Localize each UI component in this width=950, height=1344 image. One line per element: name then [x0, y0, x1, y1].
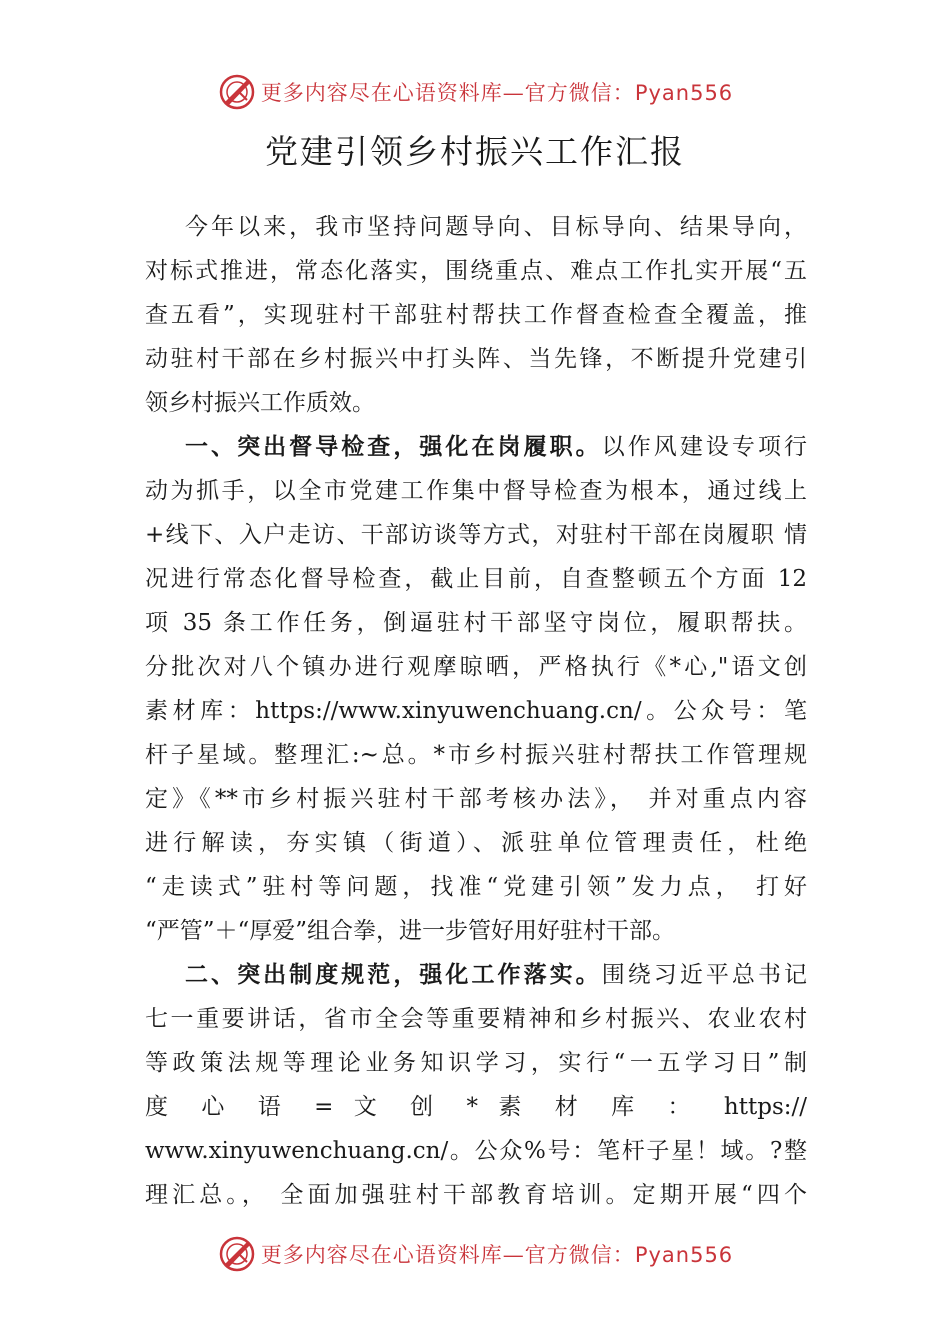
banner-text: 更多内容尽在心语资料库—官方微信：Pyan556: [260, 1243, 734, 1267]
section-1-first-line: 一、突出督导检查，强化在岗履职。以作风建设专项行: [185, 434, 807, 460]
bottom-banner: [0, 1232, 950, 1276]
section-2-heading: 二、突出制度规范，强化工作落实。: [185, 962, 602, 988]
paragraph-line: 分批次对八个镇办进行观摩晾晒，严格执行《*心,"语文创: [145, 654, 807, 680]
stamp-logo-icon: [217, 72, 257, 112]
banner-account: Pyan556: [634, 1243, 734, 1267]
paragraph-line: 对标式推进，常态化落实，围绕重点、难点工作扎实开展“五: [145, 258, 807, 284]
paragraph-line: 动为抓手，以全市党建工作集中督导检查为根本，通过线上: [145, 478, 807, 504]
section-2-first-line: 二、突出制度规范，强化工作落实。围绕习近平总书记: [185, 962, 807, 988]
paragraph-line: 七一重要讲话，省市全会等重要精神和乡村振兴、农业农村: [145, 1006, 807, 1032]
paragraph-line: 领乡村振兴工作质效。: [145, 390, 375, 416]
paragraph-line: 况进行常态化督导检查，截止目前，自查整顿五个方面 12: [145, 566, 807, 592]
paragraph-line: +线下、入户走访、干部访谈等方式，对驻村干部在岗履职 情: [145, 522, 807, 548]
paragraph-line: 理汇总。， 全面加强驻村干部教育培训。定期开展“四个: [145, 1182, 807, 1208]
paragraph-line: 度 心 语 = 文 创 * 素 材 库 ： https://: [145, 1094, 807, 1120]
paragraph-line: 项 35 条工作任务，倒逼驻村干部坚守岗位，履职帮扶。: [145, 610, 807, 636]
top-banner: [0, 70, 950, 114]
banner-text: 更多内容尽在心语资料库—官方微信：Pyan556: [260, 81, 734, 105]
paragraph-line: 定》《**市乡村振兴驻村干部考核办法》， 并对重点内容: [145, 786, 807, 812]
section-1-heading: 一、突出督导检查，强化在岗履职。: [185, 434, 602, 460]
stamp-logo-icon: [217, 1234, 257, 1274]
document-body: [145, 205, 807, 1217]
paragraph-line: 杆子星域。整理汇:~总。*市乡村振兴驻村帮扶工作管理规: [145, 742, 807, 768]
paragraph-line: www.xinyuwenchuang.cn/。公众%号：笔杆子星！域。?整: [145, 1138, 807, 1164]
paragraph-line: “走读式”驻村等问题，找准“党建引领”发力点， 打好: [145, 874, 807, 900]
paragraph-line: 等政策法规等理论业务知识学习，实行“一五学习日”制: [145, 1050, 807, 1076]
paragraph-line: 素材库：https://www.xinyuwenchuang.cn/。公众号：笔: [145, 698, 807, 724]
document-title: 党建引领乡村振兴工作汇报: [265, 132, 685, 171]
paragraph-line: 今年以来，我市坚持问题导向、目标导向、结果导向，: [185, 214, 807, 240]
paragraph-line: 进行解读，夯实镇（街道）、派驻单位管理责任，杜绝: [145, 830, 807, 856]
paragraph-line: 动驻村干部在乡村振兴中打头阵、当先锋，不断提升党建引: [145, 346, 807, 372]
paragraph-line: “严管”＋“厚爱”组合拳，进一步管好用好驻村干部。: [145, 918, 676, 944]
paragraph-line: 查五看”，实现驻村干部驻村帮扶工作督查检查全覆盖，推: [145, 302, 807, 328]
banner-account: Pyan556: [634, 81, 734, 105]
